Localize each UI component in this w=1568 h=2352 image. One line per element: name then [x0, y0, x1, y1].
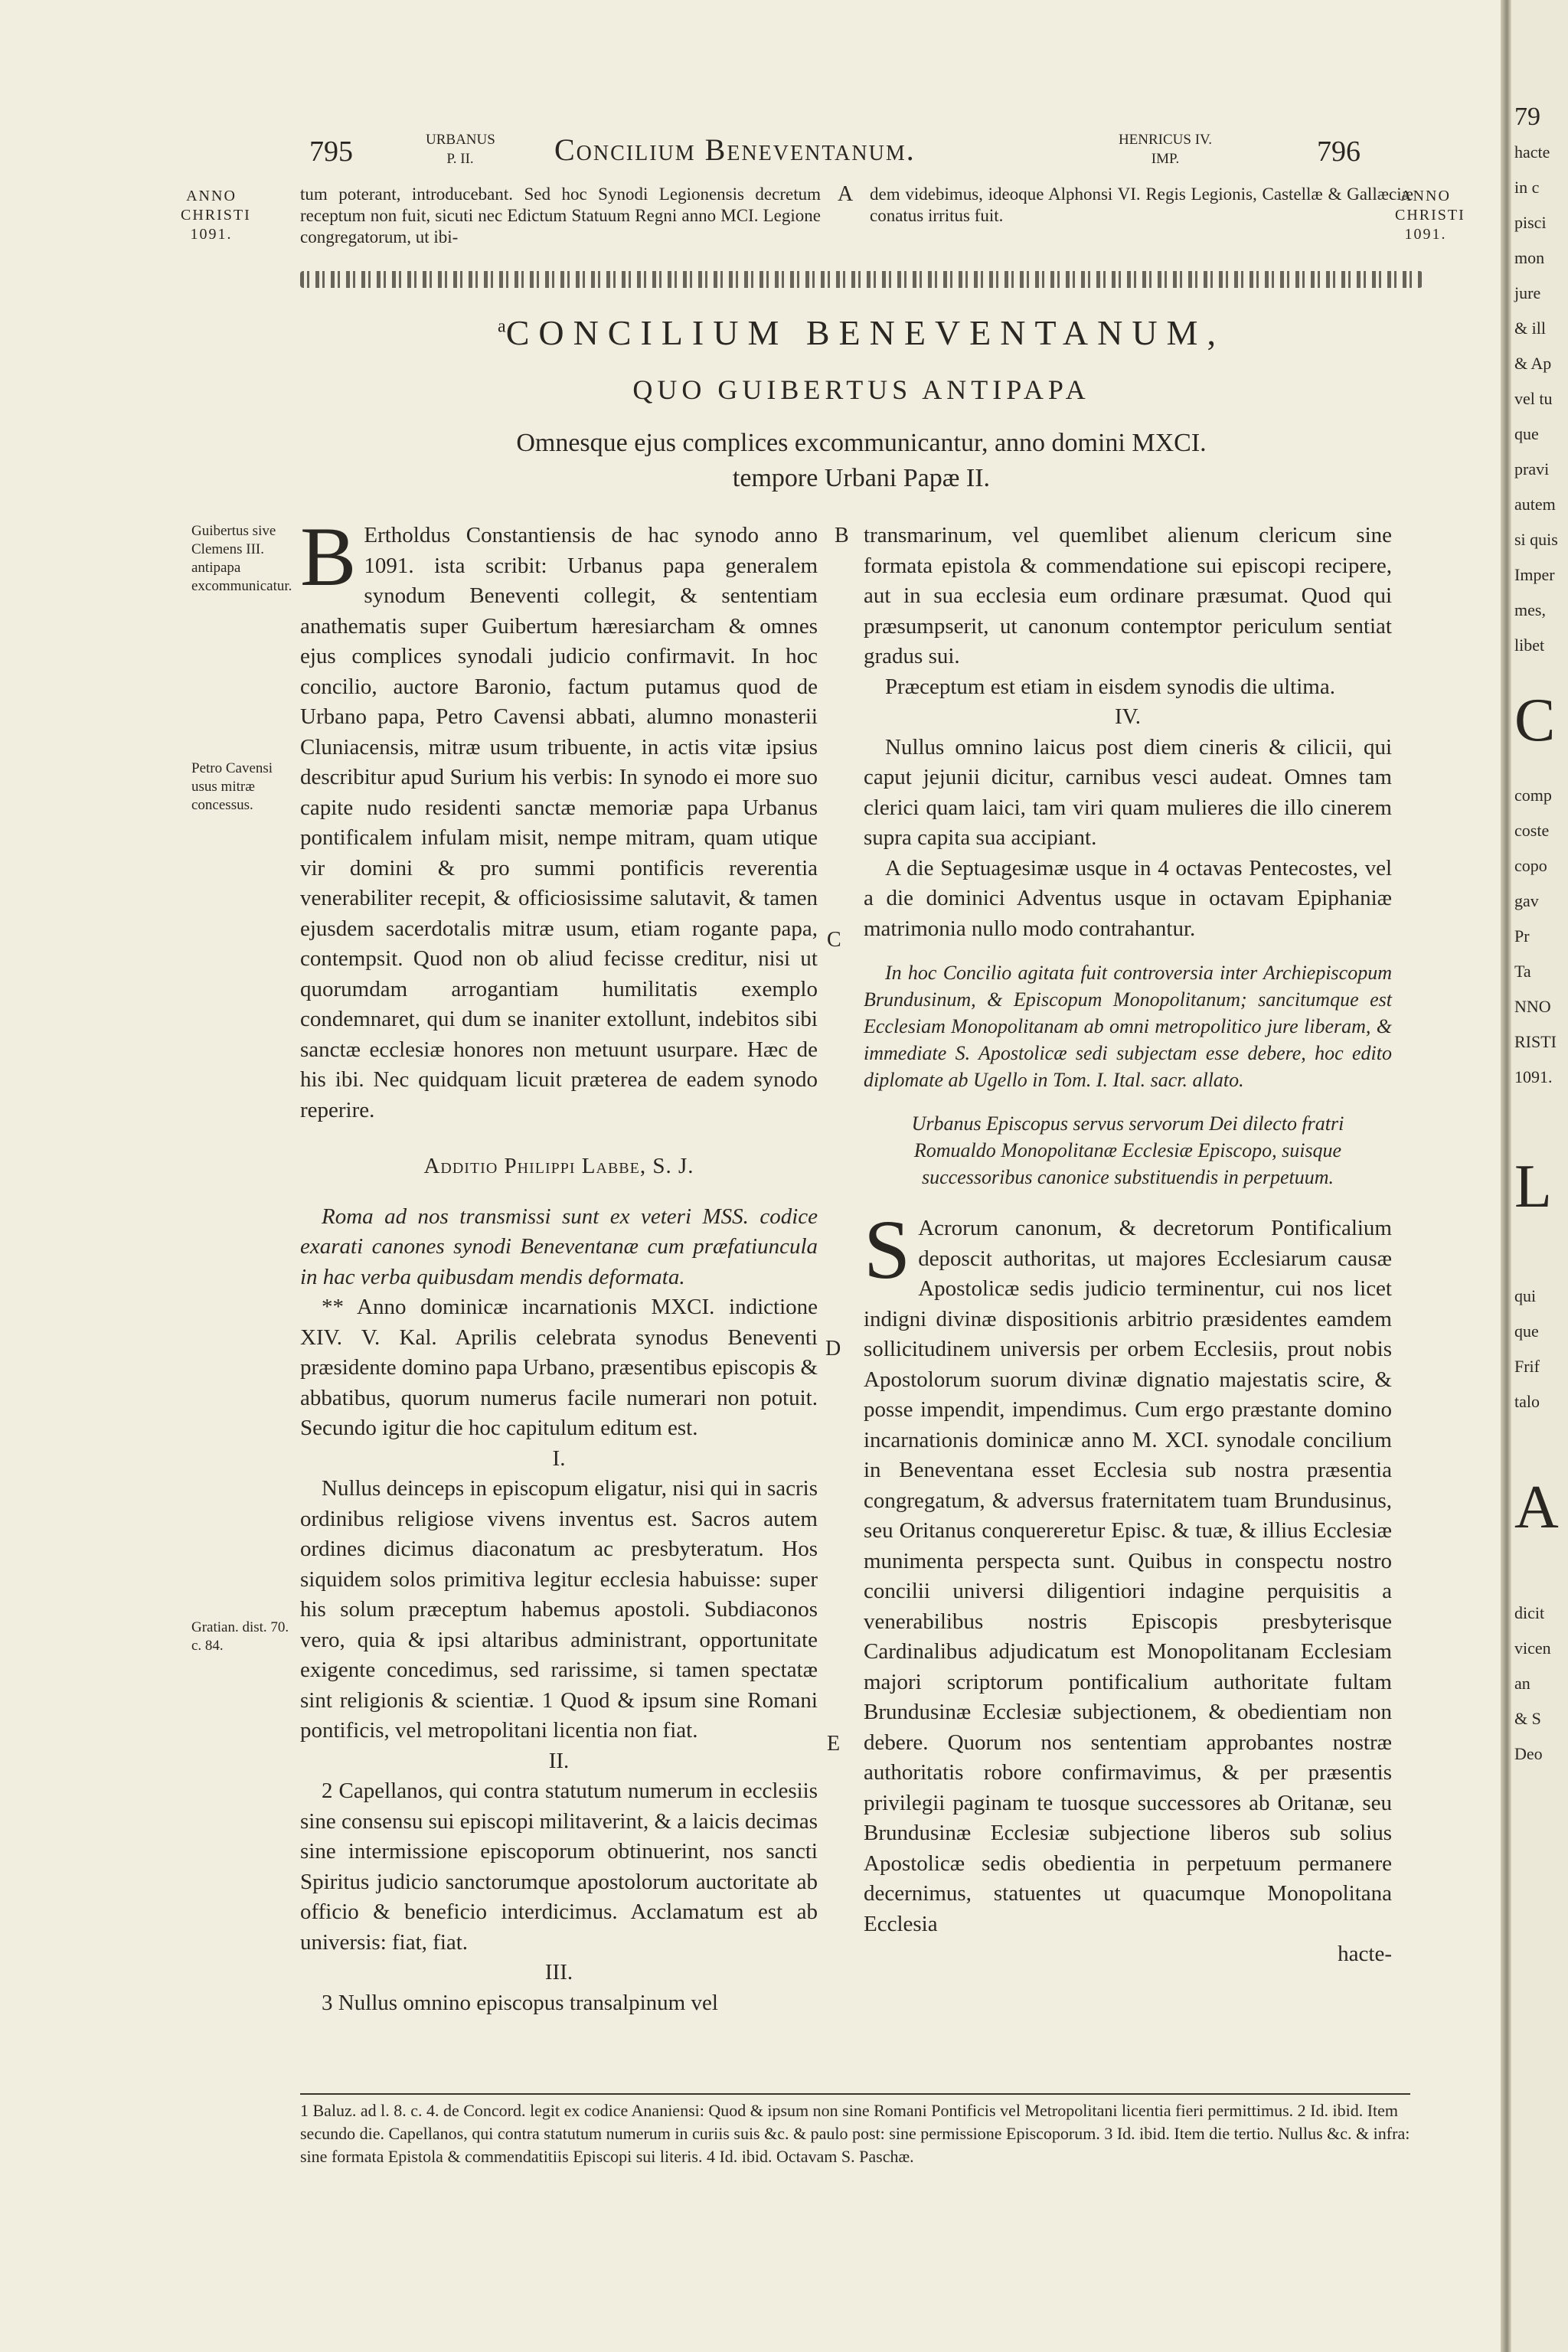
- catchword: hacte-: [1338, 1942, 1392, 1966]
- preface-paragraph: ** Anno dominicæ incarnationis MXCI. indictione XIV. V. Kal. Aprilis celebrata synodus Beneventi præsidente domino papa Urbano, præsentibus episcopis & abbatibus, quorum numerus facile numerari non potuit. Secundo igitur die hoc capitulum editum est.: [300, 1295, 818, 1440]
- next-page-fragment-list: 79 hacte in c pisci mon jure & ill & Ap vel tu que pravi autem si quis Imper mes, libet C comp coste copo gav Pr Ta NNO RISTI 1091. L qui que Frif talo A dicit vicen an & S Deo: [1514, 103, 1559, 1763]
- section-letter-e: E: [827, 1732, 841, 1756]
- addition-intro: Roma ad nos transmissi sunt ex veteri MSS. codice exarati canones synodi Beneventanæ cum præfatiuncula in hac verba quibusdam mendis deformata.: [300, 1204, 818, 1289]
- margin-note-guibertus: Guibertus sive Clemens III. antipapa excommunicatur.: [191, 523, 292, 594]
- canon-2-heading: II.: [548, 1748, 570, 1773]
- running-title: Concilium Beneventanum.: [554, 132, 916, 167]
- emperor-sub: IMP.: [1151, 151, 1180, 167]
- footnote-rule: [300, 2093, 1410, 2095]
- canon-4: Nullus omnino laicus post diem cineris & cilicii, qui caput jejunii dicitur, carnibus vesci audeat. Omnes tam clerici quam laici, tam viri quam mulieres die illo cinerem supra capita sua accipiant.: [864, 734, 1392, 850]
- title-marker: a: [498, 316, 506, 337]
- book-gutter: [1501, 0, 1511, 2352]
- pope-label: [426, 130, 495, 168]
- emperor-name: HENRICUS IV.: [1118, 132, 1213, 148]
- title-text: CONCILIUM BENEVENTANUM,: [505, 313, 1225, 352]
- addition-heading: Additio Philippi Labbe, S. J.: [423, 1154, 694, 1178]
- anno-left: ANNO CHRISTI 1091.: [181, 188, 251, 243]
- footnotes: 1 Baluz. ad l. 8. c. 4. de Concord. legit ex codice Ananiensi: Quod & ipsum non sine Romani Pontificis vel Metropolitani licentia fieri permittimus. 2 Id. ibid. Item secundo die. Capellanos, qui contra statutum numerum in curiis suis &c. & paulo post: sine permissione Episcoporum. 3 Id. ibid. Item die tertio. Nullus &c. & infra: sine formata Epistola & commendatitiis Episcopi sui literis. 4 Id. ibid. Octavam S. Paschæ.: [300, 2101, 1410, 2166]
- title-line-3: Omnesque ejus complices excommunicantur, anno domini MXCI.: [516, 429, 1207, 457]
- page-number-left: 795: [309, 136, 353, 168]
- canon-4-extra: A die Septuagesimæ usque in 4 octavas Pentecostes, vel a die dominici Adventus usque in octavam Epiphaniæ matrimonia nullo modo contrahantur.: [864, 855, 1392, 941]
- controversy-note: In hoc Concilio agitata fuit controversia inter Archiepiscopum Brundusinum, & Episcopum Monopolitanum; sancitumque est Ecclesiam Monopolitanam ab omni metropolitico jure liberam, & immediate S. Apostolicæ sedi subjectam esse debere, hoc edito diplomate ab Ugello in Tom. I. Ital. sacr. allato.: [864, 962, 1392, 1091]
- right-column: [864, 521, 1392, 1970]
- top-right-text: dem videbimus, ideoque Alphonsi VI. Regis Legionis, Castellæ & Gallæciæ conatus irritus fuit.: [870, 185, 1413, 225]
- margin-note-gratian: Gratian. dist. 70. c. 84.: [191, 1619, 289, 1654]
- canon-3-note: Præceptum est etiam in eisdem synodis die ultima.: [885, 674, 1335, 699]
- canon-3: 3 Nullus omnino episcopus transalpinum vel: [322, 1990, 718, 2015]
- section-letter-c: C: [827, 928, 841, 952]
- section-letter-b: B: [835, 524, 849, 547]
- page-number-right: 796: [1317, 136, 1361, 168]
- section-letter-d: D: [825, 1337, 841, 1361]
- title-line-2: QUO GUIBERTUS ANTIPAPA: [632, 374, 1090, 405]
- canon-1-heading: I.: [552, 1446, 566, 1471]
- canon-3-continued: transmarinum, vel quemlibet alienum clericum sine formata epistola & commendatione sui episcopi recipere, aut in sua ecclesia eum ordinare præsumat. Quod qui præsumpserit, ut canonum contemptor periculum sentiat gradus sui.: [864, 523, 1392, 668]
- section-letter-a: A: [838, 182, 854, 206]
- decorative-border: [300, 271, 1423, 288]
- pope-name: URBANUS: [426, 132, 495, 148]
- top-left-text: tum poterant, introducebant. Sed hoc Synodi Legionensis decretum receptum non fuit, sicuti nec Edictum Statuum Regni anno MCI. Legione congregatorum, ut ibi-: [300, 185, 821, 247]
- margin-note-petro: Petro Cavensi usus mitræ concessus.: [191, 760, 273, 813]
- left-column: [300, 510, 818, 2018]
- letter-heading: Urbanus Episcopus servus servorum Dei dilecto fratri Romualdo Monopolitanæ Ecclesiæ Episcopo, suisque successoribus canonice substituendis in perpetuum.: [911, 1112, 1344, 1188]
- canon-2: 2 Capellanos, qui contra statutum numerum in ecclesiis sine consensu sui episcopi militaverint, & a laicis decimas sine intermissione episcoporum obtinuerint, nos sancti Spiritus judicio sanctorumque apostolorum auctoritate ab officio & beneficio interdicimus. Acclamatum est ab universis: fiat, fiat.: [300, 1779, 818, 1955]
- drop-cap-s: S: [864, 1203, 911, 1296]
- canon-1: Nullus deinceps in episcopum eligatur, nisi qui in sacris ordinibus religiose vivens inventus est. Sacros autem ordines dicimus diaconatum ac presbyteratum. Hos siquidem solos primitiva legitur ecclesia habuisse: super his solum præceptum habemus apostoli. Subdiaconos vero, quia & ipsi altaribus administrant, opportunitate exigente concedimus, sed rarissime, si tamen spectatæ sint religionis & scientiæ. 1 Quod & ipsum sine Romani pontificis, vel metropolitani licentia non fiat.: [300, 1476, 818, 1743]
- drop-cap-b: B: [300, 510, 357, 603]
- pope-sub: P. II.: [446, 151, 474, 167]
- anno-right: ANNO CHRISTI 1091.: [1395, 188, 1465, 243]
- canon-3-heading: III.: [544, 1960, 573, 1984]
- title-line-4: tempore Urbani Papæ II.: [732, 464, 991, 492]
- title-line-1: [300, 312, 1423, 353]
- papal-letter: S Acrorum canonum, & decretorum Pontificalium deposcit authoritas, ut majores Ecclesiarum causæ Apostolicæ sedis judicio terminentur, cui nos licet indigni divinæ dispositionis arbitrio præsidentes eamdem sollicitudinem universis per orbem Ecclesiis, prout nobis Apostolorum suorum divinæ dignatio majestatis scire, & posse impendit, impendimus. Cum ergo præstante domino incarnationis dominicæ anno M. XCI. synodale concilium in Beneventana esset Ecclesia sub nostra præsentia congregatum, & adversus fraternitatem tuam Brundusinus, seu Oritanus conquereretur Episc. & tuæ, & illius Ecclesiæ munimenta perspecta sunt. Quibus in conspectu nostro concilii universi diligentiori indagine perquisitis a venerabilibus nostris Episcopis presbyterisque Cardinalibus adjudicatum est Monopolitanam Ecclesiam majori scriptorum pontificalium authoritate fultam Brundusinæ Ecclesiæ subjectionem, & obedientiam non debere. Quorum nos sententiam approbantes nostræ authoritatis robore confirmavimus, & per præsentis privilegii paginam te tuosque successores ab Oritanæ, seu Brundusinæ Ecclesiæ subjectione liberos sub solius Apostolicæ sedis obedientia in perpetuum permanere decernimus, statuentes ut quacumque Monopolitana Ecclesia: [864, 1203, 1392, 1936]
- canon-4-heading: IV.: [1114, 704, 1142, 729]
- intro-paragraph: B Ertholdus Constantiensis de hac synodo anno 1091. ista scribit: Urbanus papa generalem synodum Beneventi collegit, & sententiam anathematis super Guibertum hæresiarcham & omnes ejus complices synodali judicio confirmavit. In hoc concilio, auctore Baronio, factum putamus quod de Urbano papa, Petro Cavensi abbati, alumno monasterii Cluniacensis, mitræ usum tribuente, in actis vitæ ipsius describitur apud Surium his verbis: In synodo ei more suo capite nudo residenti sanctæ memoriæ papa Urbanus pontificalem infulam misit, nempe mitram, quam utique vir domini & pro summi pontificis reverentia venerabiliter recepit, & officiosissime salutavit, & tamen ejusdem sacerdotalis mitræ usum, etiam rogante papa, contempsit. Quod non ob aliud fecisse creditur, nisi ut quorumdam arrogantiam humilitatis exemplo condemnaret, qui dum se inaniter extollunt, indebitos sibi sanctæ ecclesiæ honores non metuunt usurpare. Hæc de his ibi. Nec quidquam licuit præterea de eadem synodo reperire.: [300, 510, 818, 1122]
- emperor-label: [1112, 130, 1219, 168]
- next-page-edge: [1511, 0, 1568, 2352]
